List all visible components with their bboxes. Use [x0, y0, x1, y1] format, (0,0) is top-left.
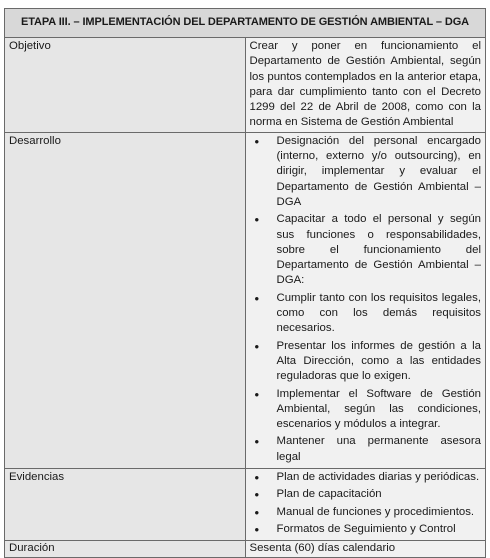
list-item: • Cumplir tanto con los requisitos legales, como con los demás requisitos necesarios. [250, 291, 482, 337]
list-item: • Mantener una permanente asesora legal [250, 434, 482, 465]
list-item: • Implementar el Software de Gestión Ambiental, según las condiciones, escenarios y módulos a integrar. [250, 387, 482, 433]
row-label-duracion: Duración [5, 541, 246, 557]
evidencias-list [250, 470, 482, 537]
stage-table [4, 8, 486, 558]
row-label-desarrollo: Desarrollo [5, 132, 246, 468]
table-row-evidencias [5, 469, 486, 541]
desarrollo-list [250, 134, 482, 465]
table-row-objetivo [5, 38, 486, 133]
list-item: • Capacitar a todo el personal y según sus funciones o responsabilidades, sobre el funcionamiento del Departamento de Gestión Ambiental – DGA: [250, 212, 482, 288]
table-row-duracion [5, 541, 486, 557]
table-row-desarrollo [5, 132, 486, 468]
row-label-evidencias: Evidencias [5, 469, 246, 541]
objetivo-text: Crear y poner en funcionamiento el Departamento de Gestión Ambiental, según los puntos contemplados en la anterior etapa, para dar cumplimiento tanto con el Decreto 1299 del 22 de Abril de 2008, como con la norma en Sistema de Gestión Ambiental [245, 38, 486, 133]
evidencias-cell [245, 469, 486, 541]
desarrollo-cell [245, 132, 486, 468]
list-item: • Plan de capacitación [250, 487, 482, 502]
list-item: • Designación del personal encargado (interno, externo y/o outsourcing), en dirigir, implementar y evaluar el Departamento de Gestión Ambiental – DGA [250, 134, 482, 210]
duracion-text: Sesenta (60) días calendario [245, 541, 486, 557]
row-label-objetivo: Objetivo [5, 38, 246, 133]
list-item: • Presentar los informes de gestión a la Alta Dirección, como a las entidades reguladoras que lo exigen. [250, 339, 482, 385]
list-item: • Formatos de Seguimiento y Control [250, 522, 482, 537]
list-item: • Manual de funciones y procedimientos. [250, 505, 482, 520]
list-item: • Plan de actividades diarias y periódicas. [250, 470, 482, 485]
table-title: ETAPA III. – IMPLEMENTACIÓN DEL DEPARTAMENTO DE GESTIÓN AMBIENTAL – DGA [5, 9, 486, 38]
